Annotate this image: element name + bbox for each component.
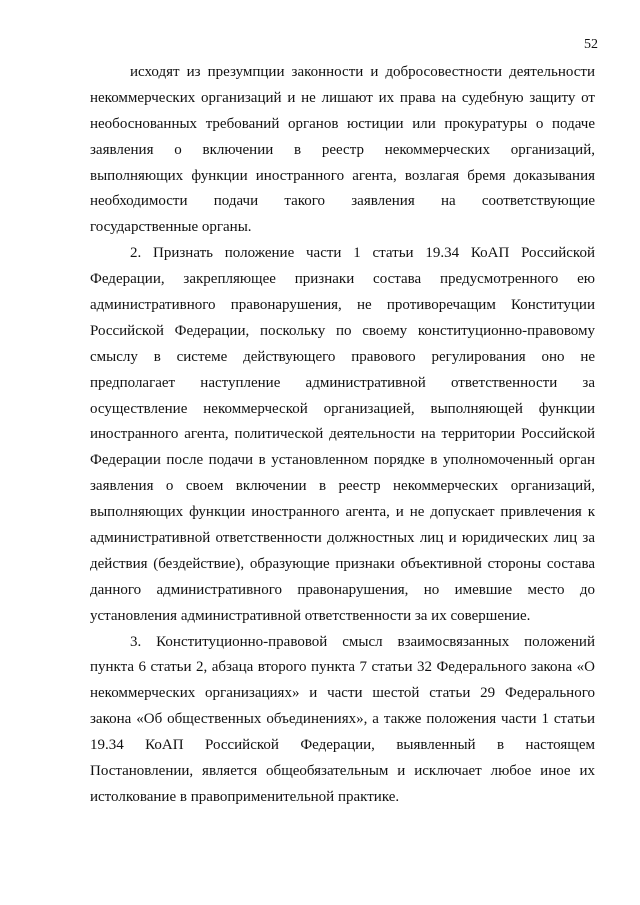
text-line: государственные органы. (90, 219, 252, 236)
text-line: иностранного агента, политической деятельности на территории Российской (90, 426, 595, 443)
text-line: Федерации после подачи в установленном порядке в уполномоченный орган (90, 452, 595, 469)
text-line: данного административного правонарушения, но имевшие место до (90, 581, 595, 598)
text-line: выполняющих функции иностранного агента, возлагая бремя доказывания (90, 167, 595, 184)
text-line: некоммерческих организациях» и части шестой статьи 29 Федерального (90, 685, 595, 702)
text-line: 2. Признать положение части 1 статьи 19.34 КоАП Российской (130, 245, 595, 262)
text-line: смыслу в системе действующего правового регулирования оно не (90, 348, 595, 365)
text-line: осуществление некоммерческой организацией, выполняющей функции (90, 400, 595, 417)
text-line: истолкование в правоприменительной практике. (90, 788, 400, 805)
document-body (90, 60, 595, 811)
text-line: Федерации, закрепляющее признаки состава предусмотренного ею (90, 271, 595, 288)
text-line: установления административной ответственности за их совершение. (90, 607, 531, 624)
page-number: 52 (584, 37, 598, 52)
text-line: некоммерческих организаций и не лишают их права на судебную защиту от (90, 89, 595, 106)
paragraph (90, 630, 595, 811)
text-line: заявления о включении в реестр некоммерческих организаций, (90, 141, 595, 158)
text-line: необходимости подачи такого заявления на соответствующие (90, 193, 595, 210)
text-line: Российской Федерации, поскольку по своему конституционно-правовому (90, 322, 595, 339)
text-line: действия (бездействие), образующие признаки объективной стороны состава (90, 555, 595, 572)
paragraph (90, 60, 595, 241)
text-line: исходят из презумпции законности и добросовестности деятельности (130, 64, 595, 80)
text-line: предполагает наступление административной ответственности за (90, 374, 595, 391)
paragraph (90, 241, 595, 629)
text-line: административной ответственности должностных лиц и юридических лиц за (90, 530, 595, 547)
text-line: 3. Конституционно-правовой смысл взаимосвязанных положений (130, 633, 595, 650)
text-line: пункта 6 статьи 2, абзаца второго пункта 7 статьи 32 Федерального закона «О (90, 659, 595, 676)
text-line: административного правонарушения, не противоречащим Конституции (90, 297, 595, 314)
text-line: 19.34 КоАП Российской Федерации, выявленный в настоящем (90, 737, 595, 754)
text-line: необоснованных требований органов юстиции или прокуратуры о подаче (90, 115, 595, 132)
text-line: выполняющих функции иностранного агента, и не допускает привлечения к (90, 504, 595, 521)
text-line: закона «Об общественных объединениях», а также положения части 1 статьи (90, 711, 595, 728)
text-line: заявления о своем включении в реестр некоммерческих организаций, (90, 478, 595, 495)
text-line: Постановлении, является общеобязательным и исключает любое иное их (90, 763, 595, 780)
